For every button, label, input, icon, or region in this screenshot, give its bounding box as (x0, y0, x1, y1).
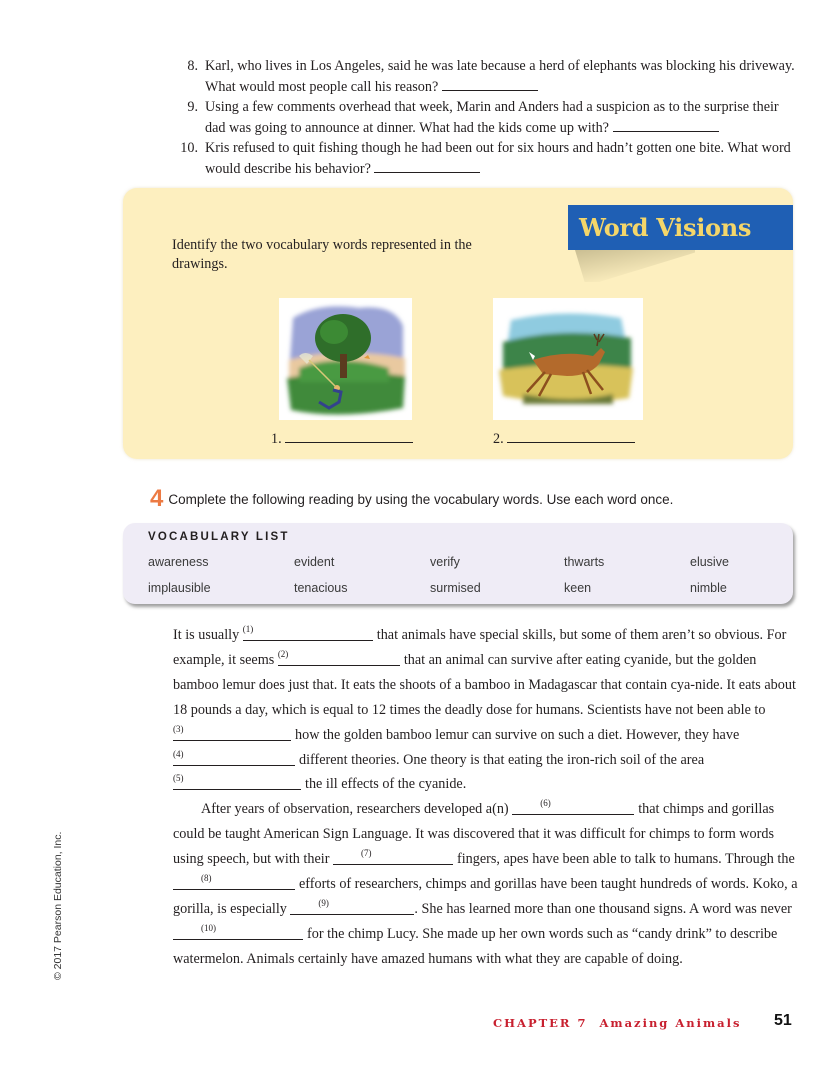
blank-6[interactable] (512, 798, 634, 815)
passage-text: for the chimp Lucy. She made up her own words such as “candy drink” to describe watermelon. Animals certainly have amazed humans with what they are capable of doing. (173, 925, 778, 967)
chapter-footer (493, 1016, 741, 1030)
blank-8[interactable] (173, 873, 295, 890)
vocabulary-title: VOCABULARY LIST (148, 531, 290, 543)
word-visions-instructions: Identify the two vocabulary words represented in the drawings. (172, 237, 472, 272)
section-instruction: Complete the following reading by using the vocabulary words. Use each word once. (168, 492, 674, 507)
passage-text: It is usually (173, 627, 240, 643)
section-number: 4 (150, 485, 164, 512)
passage-text: different theories. One theory is that eating the iron-rich soil of the area (299, 751, 705, 768)
vocab-word: keen (564, 581, 592, 595)
answer-label: 1. (271, 431, 282, 447)
chapter-number: CHAPTER 7 (493, 1016, 588, 1030)
blank-9[interactable] (290, 898, 414, 915)
question-8 (168, 56, 798, 97)
vocab-word: verify (430, 555, 460, 569)
questions-list (168, 56, 798, 179)
deer-running-icon (493, 298, 643, 420)
passage-text: the ill effects of the cyanide. (305, 776, 467, 793)
blank-1[interactable] (243, 624, 373, 641)
picture-1-blank[interactable] (285, 428, 413, 443)
passage-text: how the golden bamboo lemur can survive on such a diet. However, they have (295, 726, 740, 743)
passage-text: After years of observation, researchers developed a(n) (201, 801, 509, 818)
vocab-word: tenacious (294, 581, 348, 595)
boy-chasing-butterfly-icon (279, 298, 412, 420)
blank-3[interactable] (173, 724, 291, 741)
passage-text: that animals have special skills, but some of them aren’t so obvious. For example, it seems (173, 627, 787, 668)
reading-passage (173, 623, 798, 972)
blank-number: (1) (242, 624, 254, 634)
passage-text: that chimps and gorillas could be taught American Sign Language. It was discovered that it was difficult for chimps to form words using speech, but with their (173, 801, 775, 868)
vocab-word: implausible (148, 581, 211, 595)
vocab-word: thwarts (564, 555, 605, 569)
passage-text: . She has learned more than one thousand signs. A word was never (414, 900, 792, 917)
blank-10[interactable] (173, 923, 303, 940)
answer-blank[interactable] (374, 158, 480, 173)
picture-2-answer (493, 428, 635, 448)
blank-number: (3) (173, 723, 184, 734)
blank-number: (6) (540, 798, 551, 809)
question-number: 10. (180, 140, 198, 156)
vocab-word: elusive (690, 555, 729, 569)
vocab-word: nimble (690, 581, 727, 595)
section-4-heading (150, 485, 673, 513)
blank-number: (7) (360, 848, 372, 859)
passage-text: efforts of researchers, chimps and gorillas have been taught hundreds of words. Koko, a gorilla, is especially (173, 876, 798, 917)
blank-5[interactable] (173, 773, 301, 790)
blank-number: (4) (173, 748, 184, 759)
word-visions-banner: Word Visions (568, 205, 793, 250)
question-text: Karl, who lives in Los Angeles, said he was late because a herd of elephants was blocking his driveway. What would most people call his reason? (205, 58, 795, 95)
blank-2[interactable] (278, 649, 400, 666)
question-10 (168, 138, 798, 179)
blank-number: (5) (173, 773, 184, 784)
question-number: 9. (187, 99, 198, 115)
blank-7[interactable] (333, 848, 453, 865)
passage-text: fingers, apes have been able to talk to humans. Through the (456, 851, 795, 868)
question-text: Kris refused to quit fishing though he had been out for six hours and hadn’t gotten one bite. What word would describe his behavior? (205, 140, 791, 177)
vocab-word: surmised (430, 581, 481, 595)
answer-blank[interactable] (442, 76, 538, 91)
question-9 (168, 97, 798, 138)
copyright-notice: © 2017 Pearson Education, Inc. (52, 831, 64, 980)
blank-number: (2) (277, 648, 289, 659)
blank-number: (8) (201, 873, 212, 884)
blank-number: (9) (318, 897, 329, 908)
blank-number: (10) (201, 922, 216, 933)
paragraph-1 (173, 623, 798, 797)
picture-1-answer (271, 428, 413, 448)
vocab-word: evident (294, 555, 335, 569)
paragraph-2 (173, 797, 798, 971)
picture-2-blank[interactable] (507, 428, 635, 443)
vocab-word: awareness (148, 555, 209, 569)
passage-text: that an animal can survive after eating cyanide, but the golden bamboo lemur does just that. It eats the shoots of a bamboo in Madagascar that contain cya-nide. It eats about 18 pounds a day, which is equal to 12 times the deadly dose for humans. Scientists have not been able to (173, 651, 796, 718)
answer-blank[interactable] (613, 117, 719, 132)
chapter-title: Amazing Animals (599, 1016, 742, 1030)
question-text: Using a few comments overhead that week, Marin and Anders had a suspicion as to the surprise their dad was going to announce at dinner. What had the kids come up with? (205, 99, 779, 136)
question-number: 8. (187, 58, 198, 74)
answer-label: 2. (493, 431, 504, 447)
vocabulary-list (123, 523, 793, 604)
page-number: 51 (774, 1012, 792, 1029)
blank-4[interactable] (173, 749, 295, 766)
